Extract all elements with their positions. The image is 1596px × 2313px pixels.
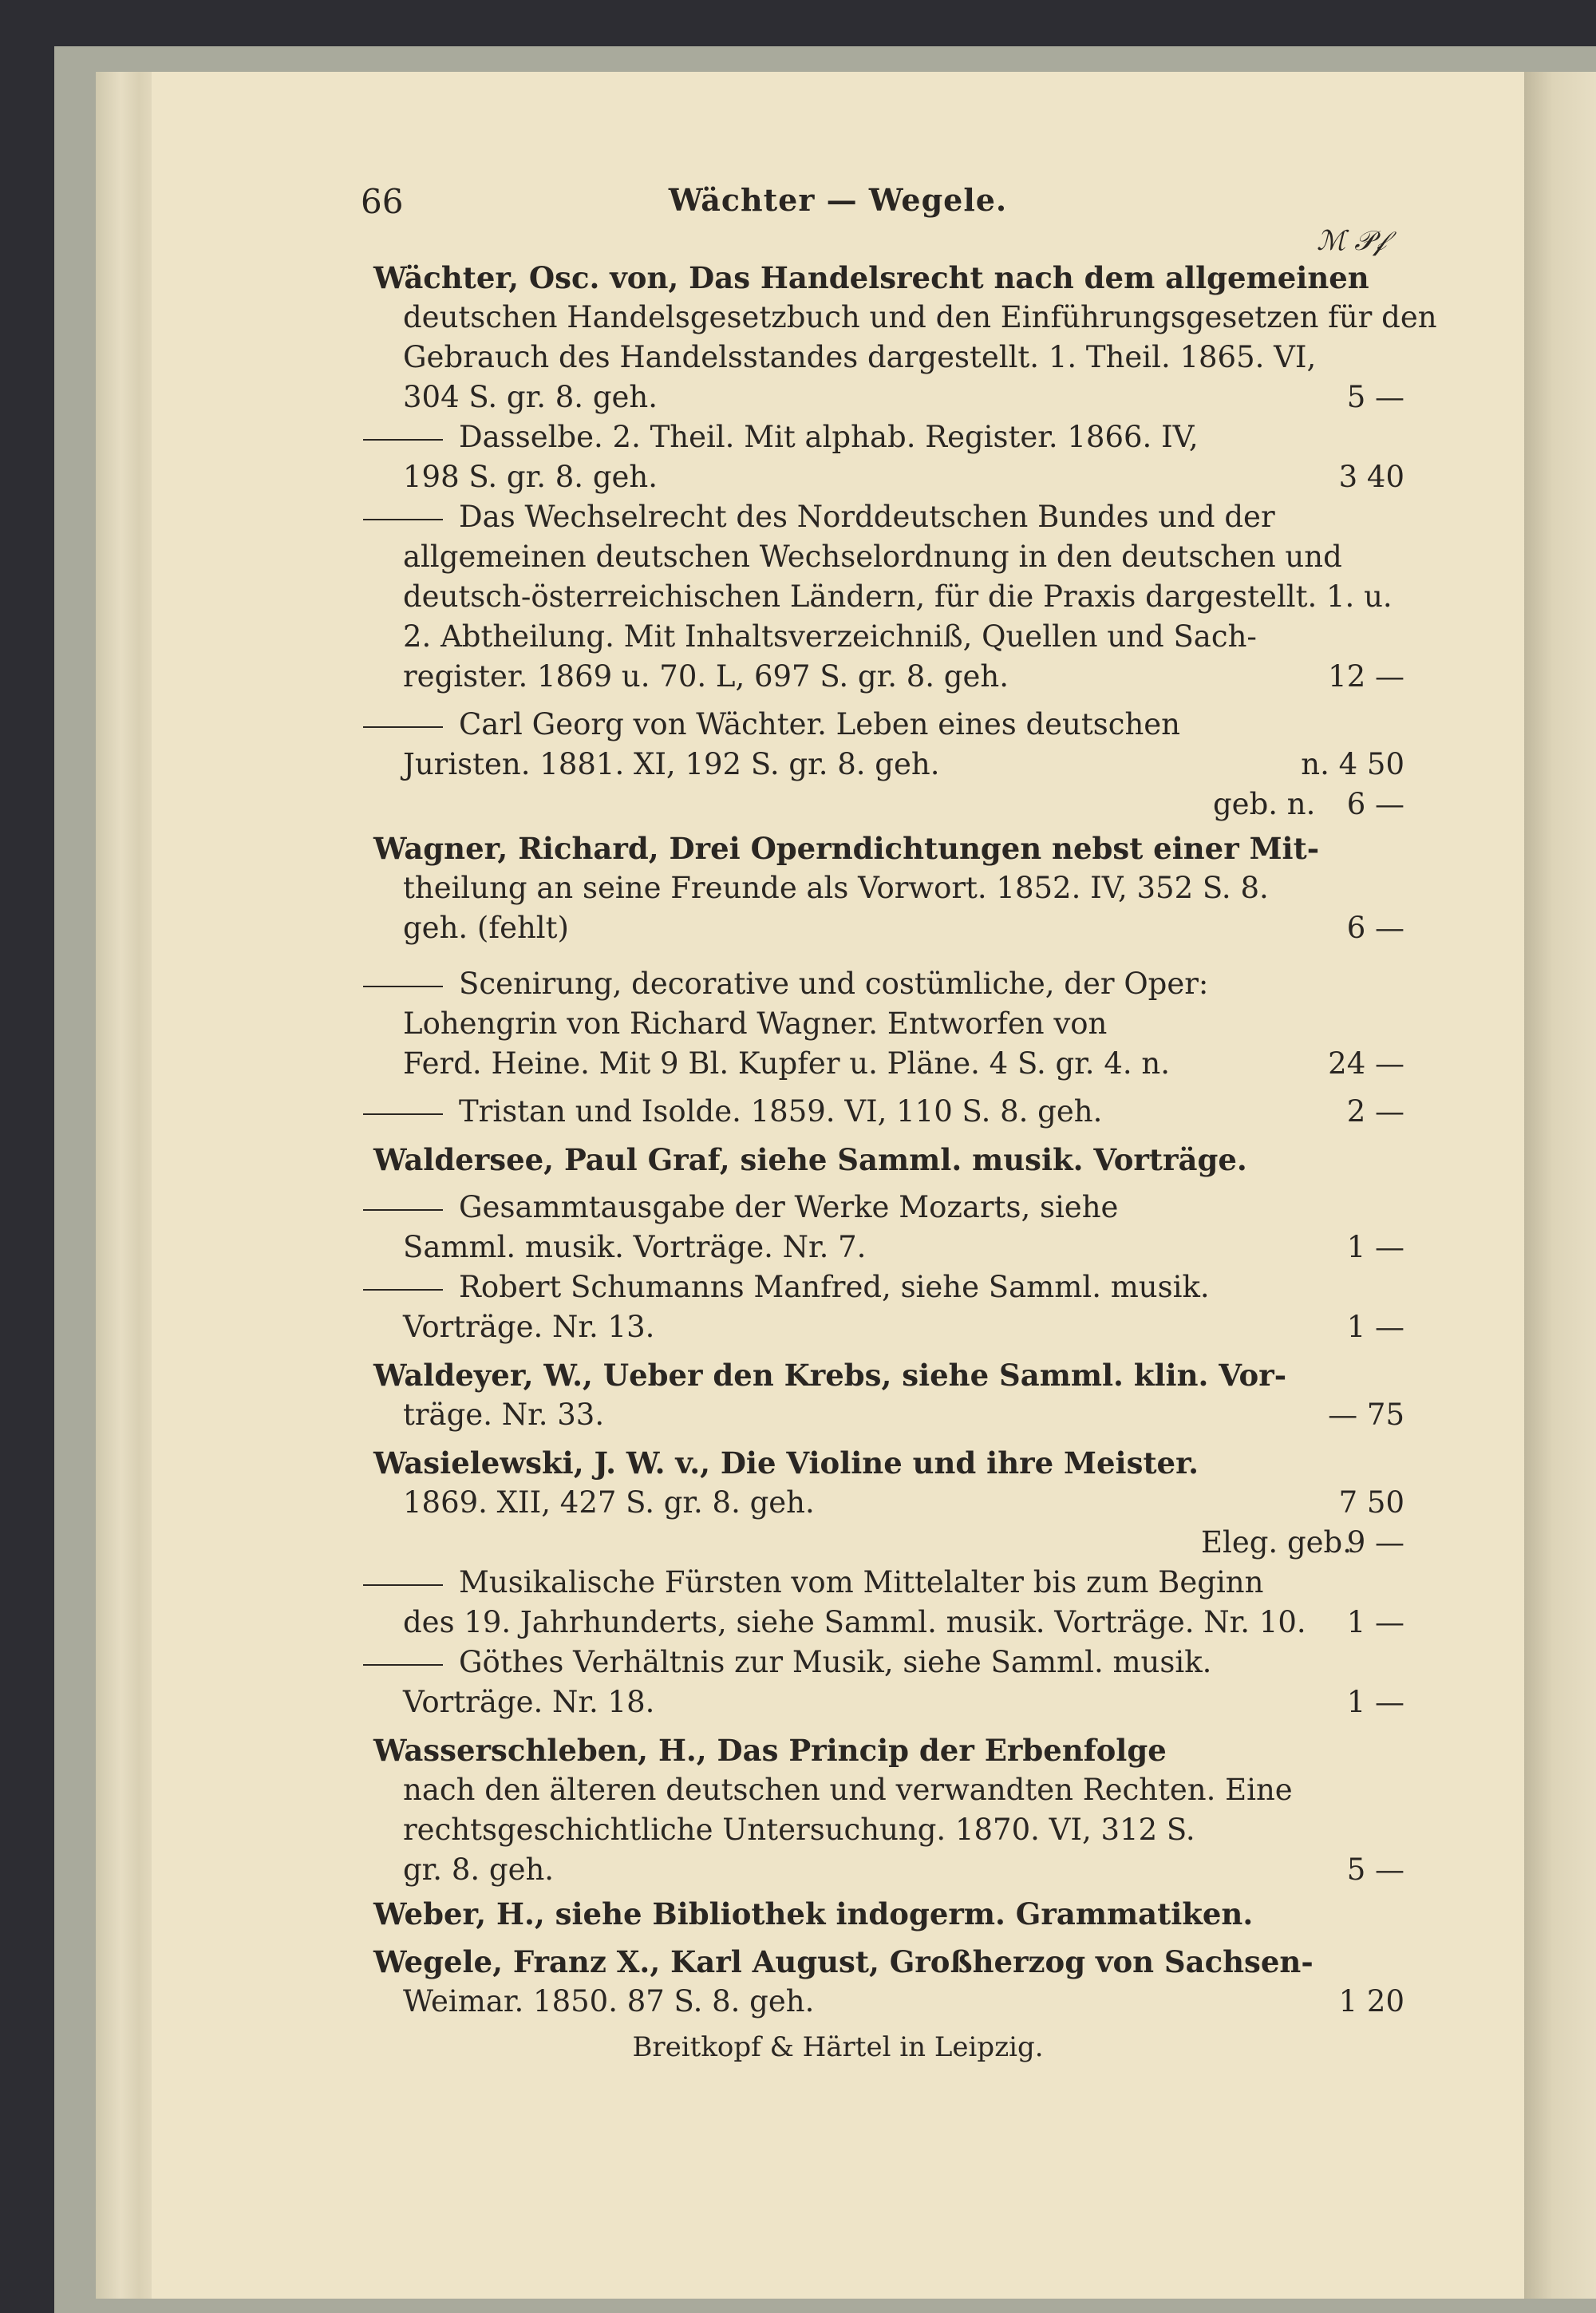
entry-line: Eleg. geb. <box>1201 1525 1352 1560</box>
ditto-dash <box>363 1584 443 1586</box>
entry-line: Robert Schumanns Manfred, siehe Samml. musik. <box>363 1267 1210 1307</box>
ditto-dash <box>363 726 443 728</box>
price: — 75 <box>1328 1398 1404 1432</box>
entry-line: Waldersee, Paul Graf, siehe Samml. musik. Vorträge. <box>373 1142 1247 1177</box>
entry-line: theilung an seine Freunde als Vorwort. 1852. IV, 352 S. 8. <box>403 871 1269 905</box>
entry-line: des 19. Jahrhunderts, siehe Samml. musik. Vorträge. Nr. 10. <box>403 1605 1306 1639</box>
price: 1 — <box>1346 1685 1404 1719</box>
entry-line: deutsch-österreichischen Ländern, für die Praxis dargestellt. 1. u. <box>403 579 1393 614</box>
price: 5 — <box>1346 1852 1404 1887</box>
publisher-footer: Breitkopf & Härtel in Leipzig. <box>632 2031 1044 2063</box>
entry-line: Göthes Verhältnis zur Musik, siehe Samml. musik. <box>363 1643 1211 1682</box>
entry-line: geb. n. <box>1213 787 1316 821</box>
running-title: Wächter — Wegele. <box>668 182 1008 218</box>
entry-line: Wächter, Osc. von, Das Handelsrecht nach dem allgemeinen <box>373 260 1369 295</box>
price: 1 — <box>1346 1310 1404 1344</box>
price: 12 — <box>1328 659 1404 694</box>
entry-line: Wasielewski, J. W. v., Die Violine und ihre Meister. <box>373 1445 1199 1481</box>
entry-line: Samml. musik. Vorträge. Nr. 7. <box>403 1230 867 1264</box>
entry-line: Vorträge. Nr. 18. <box>403 1685 655 1719</box>
entry-line: Wagner, Richard, Drei Operndichtungen nebst einer Mit- <box>373 831 1320 866</box>
price: 1 — <box>1346 1230 1404 1264</box>
entry-line: Waldeyer, W., Ueber den Krebs, siehe Samml. klin. Vor- <box>373 1358 1287 1393</box>
entry-line: Scenirung, decorative und costümliche, der Oper: <box>363 964 1208 1004</box>
entry-line: register. 1869 u. 70. L, 697 S. gr. 8. geh. <box>403 659 1009 694</box>
entry-line: Musikalische Fürsten vom Mittelalter bis zum Beginn <box>363 1563 1263 1603</box>
price: 6 — <box>1346 787 1404 821</box>
entry-line: rechtsgeschichtliche Untersuchung. 1870. VI, 312 S. <box>403 1813 1195 1847</box>
price: 6 — <box>1346 911 1404 945</box>
entry-line: 304 S. gr. 8. geh. <box>403 380 658 414</box>
price: n. 4 50 <box>1301 747 1404 781</box>
entry-line: Das Wechselrecht des Norddeutschen Bundes und der <box>363 497 1275 537</box>
entry-line: Dasselbe. 2. Theil. Mit alphab. Register. 1866. IV, <box>363 417 1199 457</box>
ditto-dash <box>363 1113 443 1115</box>
ditto-dash <box>363 519 443 520</box>
entry-line: Gebrauch des Handelsstandes dargestellt. 1. Theil. 1865. VI, <box>403 340 1317 374</box>
ditto-dash <box>363 1289 443 1291</box>
entry-line: nach den älteren deutschen und verwandten Rechten. Eine <box>403 1773 1293 1807</box>
entry-line: träge. Nr. 33. <box>403 1398 605 1432</box>
entry-line: 1869. XII, 427 S. gr. 8. geh. <box>403 1485 815 1520</box>
entry-line: Juristen. 1881. XI, 192 S. gr. 8. geh. <box>403 747 940 781</box>
price: 2 — <box>1346 1094 1404 1129</box>
currency-header: ℳ 𝒫𝒻 <box>1317 225 1386 257</box>
entry-line: 2. Abtheilung. Mit Inhaltsverzeichniß, Quellen und Sach- <box>403 619 1257 654</box>
entry-line: Gesammtausgabe der Werke Mozarts, siehe <box>363 1188 1118 1228</box>
page-number: 66 <box>361 182 404 221</box>
price: 9 — <box>1346 1525 1404 1560</box>
entry-line: geh. (fehlt) <box>403 911 569 945</box>
entry-line: allgemeinen deutschen Wechselordnung in den deutschen und <box>403 540 1342 574</box>
entry-line: deutschen Handelsgesetzbuch und den Einführungsgesetzen für den <box>403 300 1437 334</box>
entry-line: Wasserschleben, H., Das Princip der Erbenfolge <box>373 1733 1167 1768</box>
ditto-dash <box>363 1664 443 1666</box>
entry-line: Tristan und Isolde. 1859. VI, 110 S. 8. geh. <box>363 1092 1102 1132</box>
price: 1 — <box>1346 1605 1404 1639</box>
entry-line: Weimar. 1850. 87 S. 8. geh. <box>403 1984 815 2018</box>
entry-line: Vorträge. Nr. 13. <box>403 1310 655 1344</box>
entry-line: Ferd. Heine. Mit 9 Bl. Kupfer u. Pläne. 4 S. gr. 4. n. <box>403 1046 1170 1081</box>
ditto-dash <box>363 986 443 987</box>
entry-line: Weber, H., siehe Bibliothek indogerm. Grammatiken. <box>373 1896 1254 1931</box>
entry-line: Lohengrin von Richard Wagner. Entworfen von <box>403 1006 1108 1041</box>
entry-line: Carl Georg von Wächter. Leben eines deutschen <box>363 705 1180 745</box>
entry-line: gr. 8. geh. <box>403 1852 555 1887</box>
ditto-dash <box>363 1209 443 1211</box>
price: 1 20 <box>1338 1984 1404 2018</box>
price: 3 40 <box>1338 460 1404 494</box>
ditto-dash <box>363 439 443 441</box>
price: 7 50 <box>1338 1485 1404 1520</box>
entry-line: 198 S. gr. 8. geh. <box>403 460 658 494</box>
price: 24 — <box>1328 1046 1404 1081</box>
entry-line: Wegele, Franz X., Karl August, Großherzog von Sachsen- <box>373 1944 1314 1979</box>
price: 5 — <box>1346 380 1404 414</box>
